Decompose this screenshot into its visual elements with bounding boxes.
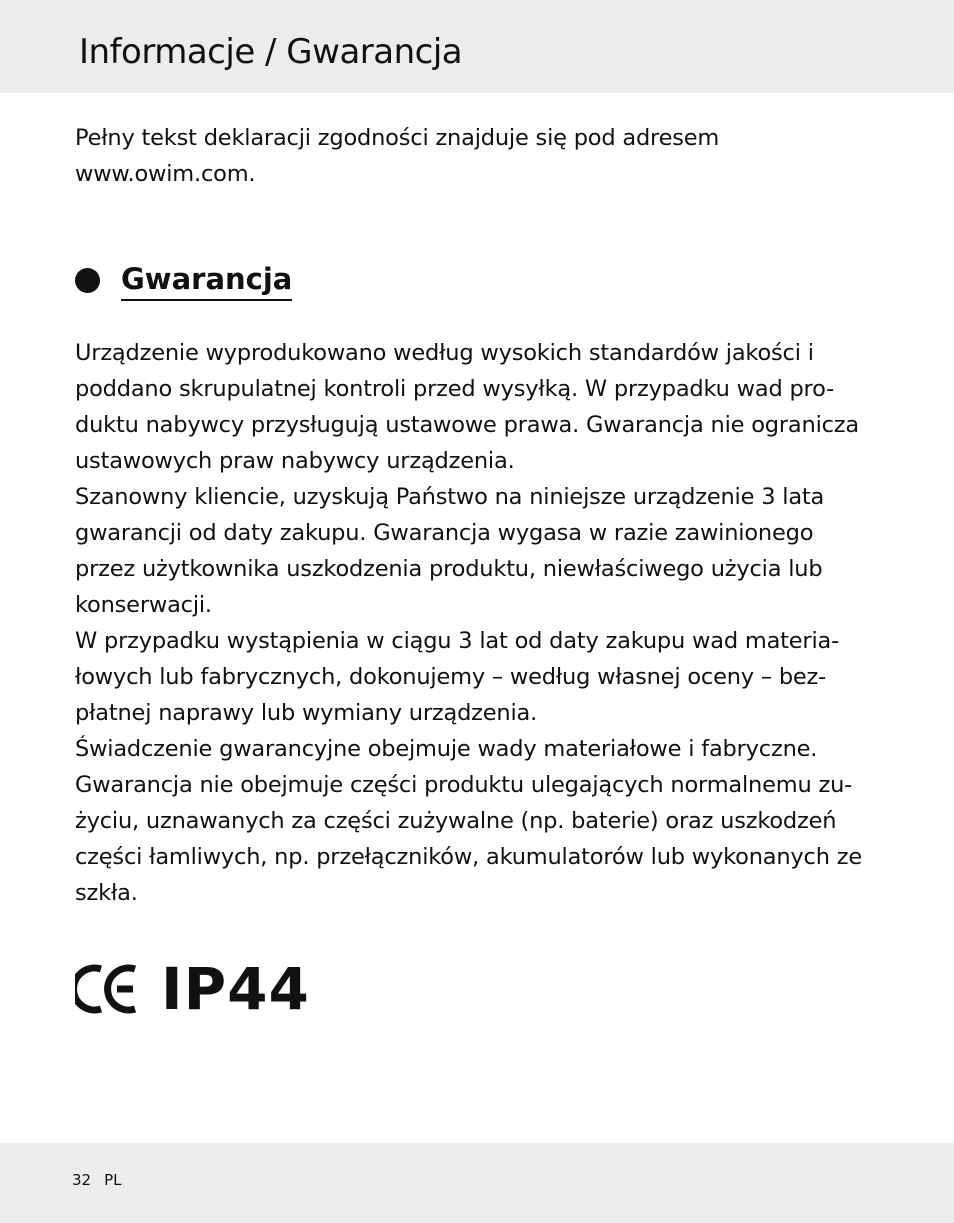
warranty-line: poddano skrupulatnej kontroli przed wysyłką. W przypadku wad pro-	[75, 376, 835, 402]
page-footer	[72, 1170, 122, 1190]
language-code: PL	[104, 1171, 122, 1189]
warranty-line: Świadczenie gwarancyjne obejmuje wady materiałowe i fabryczne.	[75, 736, 818, 762]
warranty-line: Szanowny kliencie, uzyskują Państwo na niniejsze urządzenie 3 lata	[75, 484, 825, 510]
ce-mark-icon	[75, 963, 139, 1015]
warranty-paragraph	[75, 335, 895, 911]
warranty-line: szkła.	[75, 880, 138, 906]
ip-rating-mark: IP44	[161, 955, 310, 1023]
warranty-line: łowych lub fabrycznych, dokonujemy – według własnej oceny – bez-	[75, 664, 827, 690]
page-number: 32	[72, 1171, 92, 1189]
warranty-line: życiu, uznawanych za części zużywalne (np. baterie) oraz uszkodzeń	[75, 808, 837, 834]
warranty-line: przez użytkownika uszkodzenia produktu, niewłaściwego użycia lub	[75, 556, 823, 582]
warranty-line: części łamliwych, np. przełączników, akumulatorów lub wykonanych ze	[75, 844, 862, 870]
intro-line: Pełny tekst deklaracji zgodności znajduje się pod adresem	[75, 125, 720, 151]
warranty-line: płatnej naprawy lub wymiany urządzenia.	[75, 700, 538, 726]
warranty-line: konserwacji.	[75, 592, 212, 618]
warranty-line: gwarancji od daty zakupu. Gwarancja wygasa w razie zawinionego	[75, 520, 814, 546]
certification-marks	[75, 955, 310, 1023]
intro-paragraph	[75, 120, 895, 192]
warranty-line: ustawowych praw nabywcy urządzenia.	[75, 448, 515, 474]
section-heading-text: Gwarancja	[121, 260, 292, 301]
intro-line: www.owim.com.	[75, 161, 256, 187]
warranty-line: Urządzenie wyprodukowano według wysokich standardów jakości i	[75, 340, 814, 366]
page-title: Informacje / Gwarancja	[79, 32, 463, 72]
bullet-icon	[75, 268, 100, 293]
warranty-line: duktu nabywcy przysługują ustawowe prawa. Gwarancja nie ogranicza	[75, 412, 859, 438]
section-heading	[75, 258, 292, 302]
warranty-line: W przypadku wystąpienia w ciągu 3 lat od daty zakupu wad materia-	[75, 628, 840, 654]
warranty-line: Gwarancja nie obejmuje części produktu ulegających normalnemu zu-	[75, 772, 853, 798]
footer-band	[0, 1143, 954, 1223]
